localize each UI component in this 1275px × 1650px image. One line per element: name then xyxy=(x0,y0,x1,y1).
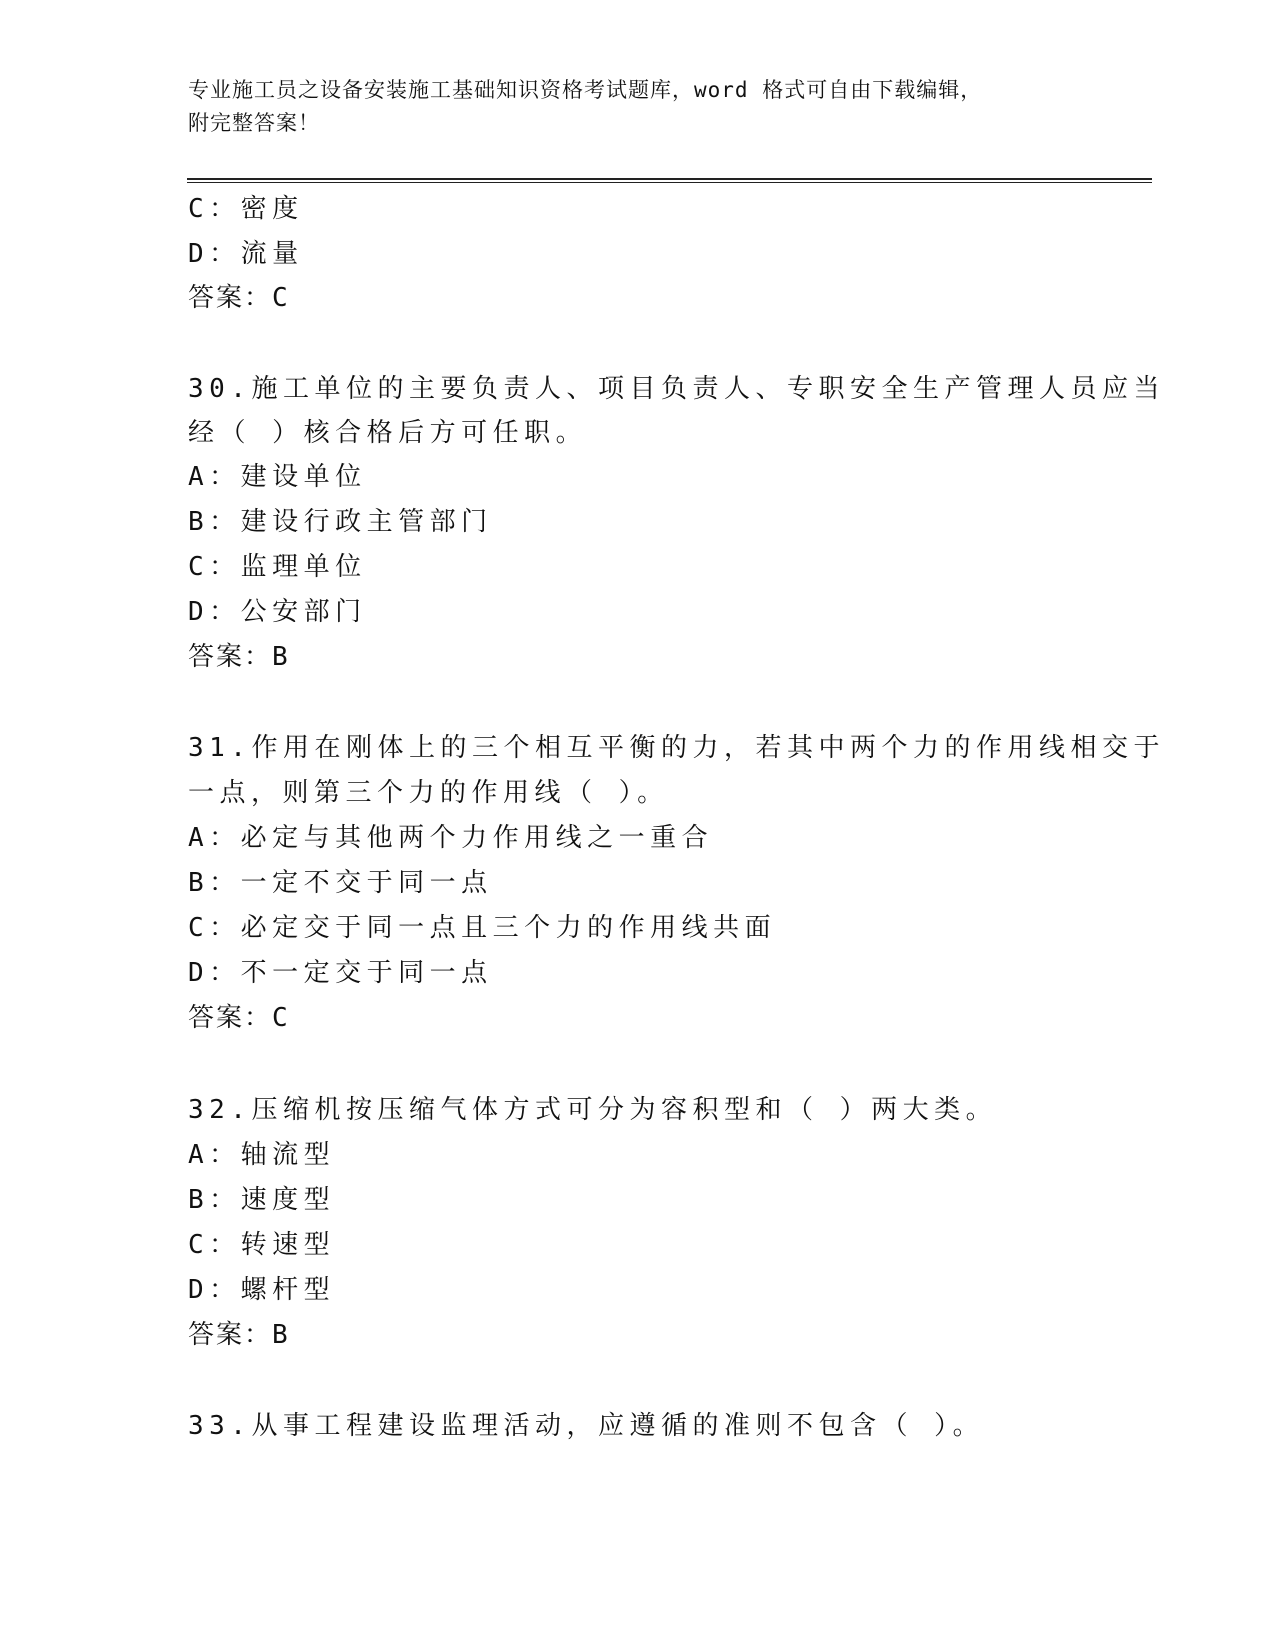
option-d: D：不一定交于同一点 xyxy=(188,958,493,988)
option-c: C：转速型 xyxy=(188,1230,336,1260)
option-c: C：监理单位 xyxy=(188,552,367,582)
option-b: B：速度型 xyxy=(188,1185,336,1215)
option-b: B：建设行政主管部门 xyxy=(188,507,493,537)
option-a: A：建设单位 xyxy=(188,462,367,492)
answer-line: 答案：C xyxy=(188,283,288,313)
question-31-line-2: 一点，则第三个力的作用线（ ）。 xyxy=(188,778,669,808)
answer-line: 答案：B xyxy=(188,1320,288,1350)
option-d: D：流量 xyxy=(188,239,304,269)
answer-line: 答案：B xyxy=(188,642,288,672)
option-a: A：必定与其他两个力作用线之一重合 xyxy=(188,823,714,853)
question-30-line-1: 30.施工单位的主要负责人、项目负责人、专职安全生产管理人员应当 xyxy=(188,374,1165,404)
header-divider-thin xyxy=(187,182,1152,183)
option-b: B：一定不交于同一点 xyxy=(188,868,493,898)
question-33-line-1: 33.从事工程建设监理活动，应遵循的准则不包含（ ）。 xyxy=(188,1411,985,1441)
question-31-line-1: 31.作用在刚体上的三个相互平衡的力，若其中两个力的作用线相交于 xyxy=(188,733,1165,763)
header-divider-thick xyxy=(187,178,1152,180)
document-header xyxy=(188,74,1088,140)
option-c: C：密度 xyxy=(188,194,304,224)
header-line-2: 附完整答案！ xyxy=(188,111,320,135)
option-d: D：公安部门 xyxy=(188,597,367,627)
option-c: C：必定交于同一点且三个力的作用线共面 xyxy=(188,913,777,943)
question-30-line-2: 经（ ）核合格后方可任职。 xyxy=(188,418,588,448)
header-line-1: 专业施工员之设备安装施工基础知识资格考试题库，word 格式可自由下载编辑， xyxy=(188,78,983,102)
option-d: D：螺杆型 xyxy=(188,1275,336,1305)
answer-line: 答案：C xyxy=(188,1003,288,1033)
question-32-line-1: 32.压缩机按压缩气体方式可分为容积型和（ ）两大类。 xyxy=(188,1095,998,1125)
option-a: A：轴流型 xyxy=(188,1140,336,1170)
